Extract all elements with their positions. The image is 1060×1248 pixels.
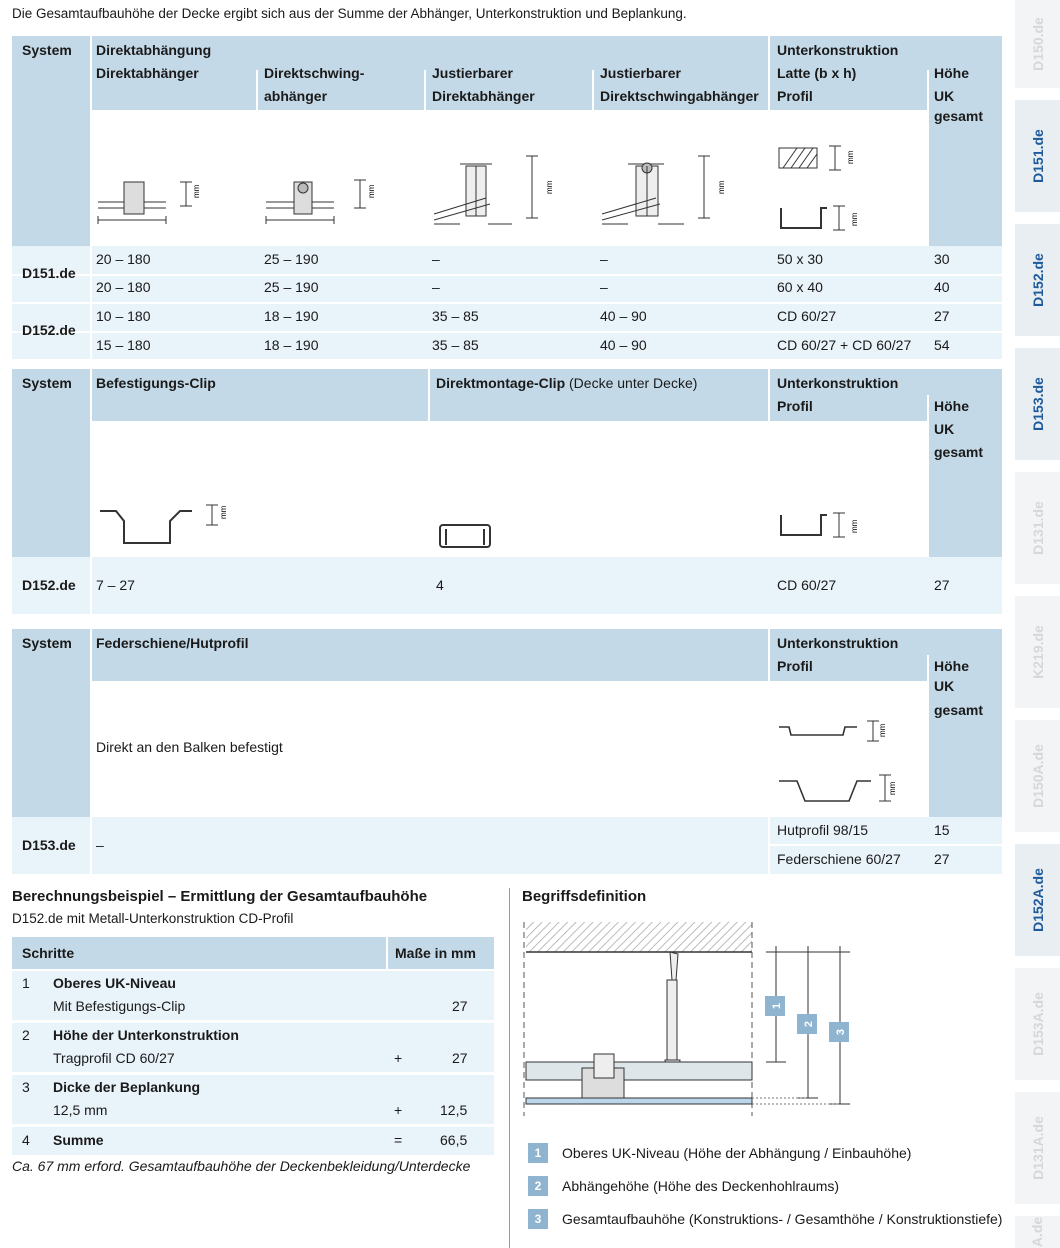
direktschwingabhaenger-drawing: [264, 176, 384, 228]
table-cell: –: [96, 837, 104, 853]
table-cell: –: [600, 279, 608, 295]
svg-text:mm: mm: [717, 180, 726, 194]
tab-a[interactable]: A.de: [1015, 1216, 1060, 1248]
cd-profil-drawing: [777, 204, 867, 236]
table-cell: 10 – 180: [96, 308, 151, 324]
table-clip: [12, 369, 1002, 614]
table-row: [12, 557, 1002, 614]
col-direktabhaenger: Direktabhänger: [96, 65, 199, 81]
calc-subtitle: D152.de mit Metall-Unterkonstruktion CD-Profil: [12, 911, 294, 926]
tab-d153a[interactable]: D153A.de: [1015, 968, 1060, 1080]
step-value: 27: [452, 998, 468, 1014]
body-text: Direkt an den Balken befestigt: [96, 739, 283, 755]
col-justierbar-schwing-b: Direktschwingabhänger: [600, 88, 759, 104]
table-cell: 30: [934, 251, 950, 267]
col-hoehe-a: Höhe: [934, 658, 969, 674]
table-cell: 40 – 90: [600, 308, 647, 324]
col-system: System: [22, 375, 72, 391]
dim-label-3: 3: [835, 1028, 847, 1036]
legend-badge: 1: [528, 1143, 548, 1163]
table-cell: 35 – 85: [432, 337, 479, 353]
row-system-d152: D152.de: [22, 577, 76, 593]
direktabhaenger-drawing: [96, 176, 216, 228]
step-number: 4: [22, 1132, 30, 1148]
tab-d150[interactable]: D150.de: [1015, 0, 1060, 88]
column-divider: [509, 888, 510, 1248]
col-uk-profil: Profil: [777, 658, 813, 674]
table-cell: 27: [934, 577, 950, 593]
justierbarer-direktabhaenger-drawing: [432, 154, 562, 234]
table-cell: 18 – 190: [264, 337, 319, 353]
sum-value: 66,5: [440, 1132, 468, 1148]
calc-title: Berechnungsbeispiel – Ermittlung der Gesamtaufbauhöhe: [12, 888, 428, 905]
table-cell: 18 – 190: [264, 308, 319, 324]
col-hoehe-b: UK: [934, 88, 955, 104]
mm-label: mm: [192, 184, 201, 198]
table-cell: CD 60/27: [777, 308, 837, 324]
step-number: 3: [22, 1079, 30, 1095]
tab-d152[interactable]: D152.de: [1015, 224, 1060, 336]
table-cell: 4: [436, 577, 444, 593]
col-uk: Unterkonstruktion: [777, 375, 899, 391]
tab-d153[interactable]: D153.de: [1015, 348, 1060, 460]
col-uk: Unterkonstruktion: [777, 635, 899, 651]
col-hoehe-a: Höhe: [934, 65, 969, 81]
legend-text: Gesamtaufbauhöhe (Konstruktions- / Gesamthöhe / Konstruktionstiefe): [562, 1211, 1003, 1227]
legend-text: Oberes UK-Niveau (Höhe der Abhängung / Einbauhöhe): [562, 1145, 912, 1161]
row-system-d152: D152.de: [22, 322, 76, 338]
row-system-d153: D153.de: [22, 837, 76, 853]
calc-note: Ca. 67 mm erford. Gesamtaufbauhöhe der Deckenbekleidung/Unterdecke: [12, 1158, 471, 1174]
table-cell: 20 – 180: [96, 251, 151, 267]
col-hoehe-c: gesamt: [934, 444, 984, 460]
sum-title: Summe: [53, 1132, 104, 1148]
dim-label-1: 1: [771, 1002, 783, 1010]
step-value: 27: [452, 1050, 468, 1066]
table-cell: 15 – 180: [96, 337, 151, 353]
legend-text: Abhängehöhe (Höhe des Deckenhohlraums): [562, 1178, 840, 1194]
col-justierbar-a: Justierbarer: [432, 65, 513, 81]
step-title: Dicke der Beplankung: [53, 1079, 201, 1095]
col-justierbar-b: Direktabhänger: [432, 88, 535, 104]
table-cell: 20 – 180: [96, 279, 151, 295]
step-number: 1: [22, 975, 30, 991]
table-cell: 25 – 190: [264, 279, 319, 295]
col-schritte: Schritte: [22, 945, 75, 961]
col-masse: Maße in mm: [395, 945, 476, 961]
table-cell: CD 60/27: [777, 577, 837, 593]
col-hoehe-c: gesamt: [934, 702, 984, 718]
latte-drawing: [777, 144, 867, 176]
col-direktschwing-a: Direktschwing-: [264, 65, 365, 81]
col-hoehe-b: UK: [934, 421, 955, 437]
table-federschiene: [12, 629, 1002, 874]
table-cell: –: [432, 279, 440, 295]
table-direktabhaengung: [12, 36, 1002, 359]
col-system: System: [22, 42, 72, 58]
table-cell: 27: [934, 308, 950, 324]
table-cell: 35 – 85: [432, 308, 479, 324]
svg-text:mm: mm: [850, 212, 859, 226]
col-hoehe-c: gesamt: [934, 108, 984, 124]
col-uk-latte: Latte (b x h): [777, 65, 857, 81]
table-cell: 50 x 30: [777, 251, 823, 267]
step-title: Höhe der Unterkonstruktion: [53, 1027, 239, 1043]
dim-label-2: 2: [803, 1020, 815, 1028]
col-group: Direktabhängung: [96, 42, 212, 58]
tab-d131[interactable]: D131.de: [1015, 472, 1060, 584]
tab-d152a[interactable]: D152A.de: [1015, 844, 1060, 956]
table-cell: 15: [934, 822, 950, 838]
befestigungs-clip-drawing: [100, 499, 240, 549]
side-tab-bar: [1015, 0, 1060, 1248]
table-cell: –: [432, 251, 440, 267]
ceiling-section-drawing: [520, 918, 870, 1120]
hutprofil-drawing: [777, 717, 887, 747]
step-number: 2: [22, 1027, 30, 1043]
svg-text:mm: mm: [878, 723, 887, 737]
cd-profil-drawing: [777, 511, 867, 543]
col-uk-profil: Profil: [777, 88, 813, 104]
legend-item: [528, 1175, 839, 1197]
table-cell: 54: [934, 337, 950, 353]
col-hoehe-a: Höhe: [934, 398, 969, 414]
svg-text:mm: mm: [888, 781, 897, 795]
step-desc: 12,5 mm: [53, 1102, 108, 1118]
step-value: 12,5: [440, 1102, 468, 1118]
col-direktmontage-clip: Direktmontage-Clip (Decke unter Decke): [436, 375, 698, 391]
definition-title: Begriffsdefinition: [522, 888, 647, 905]
tab-d150a[interactable]: D150A.de: [1015, 720, 1060, 832]
svg-text:mm: mm: [545, 180, 554, 194]
col-uk: Unterkonstruktion: [777, 42, 899, 58]
legend-item: [528, 1142, 911, 1164]
step-operator: +: [394, 1050, 403, 1066]
col-justierbar-schwing-a: Justierbarer: [600, 65, 681, 81]
col-uk-profil: Profil: [777, 398, 813, 414]
federschiene-drawing: [777, 771, 897, 807]
legend-badge: 3: [528, 1209, 548, 1229]
col-system: System: [22, 635, 72, 651]
table-cell: Federschiene 60/27: [777, 851, 901, 867]
col-federschiene: Federschiene/Hutprofil: [96, 635, 249, 651]
direktmontage-clip-drawing: [438, 521, 498, 551]
tab-k219[interactable]: K219.de: [1015, 596, 1060, 708]
step-operator: =: [394, 1132, 403, 1148]
svg-text:mm: mm: [219, 505, 228, 519]
table-cell: –: [600, 251, 608, 267]
row-system-d151: D151.de: [22, 265, 76, 281]
justierbarer-direktschwingabhaenger-drawing: [600, 154, 740, 234]
tab-d131a[interactable]: D131A.de: [1015, 1092, 1060, 1204]
table-cell: 40 – 90: [600, 337, 647, 353]
step-desc: Tragprofil CD 60/27: [53, 1050, 175, 1066]
intro-text: Die Gesamtaufbauhöhe der Decke ergibt sich aus der Summe der Abhänger, Unterkonstruktion und Beplankung.: [12, 6, 687, 21]
table-cell: 27: [934, 851, 950, 867]
col-befestigungs-clip: Befestigungs-Clip: [96, 375, 216, 391]
svg-text:mm: mm: [850, 519, 859, 533]
col-direktschwing-b: abhänger: [264, 88, 328, 104]
legend-badge: 2: [528, 1176, 548, 1196]
table-cell: 7 – 27: [96, 577, 135, 593]
tab-d151[interactable]: D151.de: [1015, 100, 1060, 212]
step-desc: Mit Befestigungs-Clip: [53, 998, 186, 1014]
svg-text:mm: mm: [367, 184, 376, 198]
svg-text:mm: mm: [846, 150, 855, 164]
step-operator: +: [394, 1102, 403, 1118]
table-cell: CD 60/27 + CD 60/27: [777, 337, 912, 353]
table-cell: Hutprofil 98/15: [777, 822, 869, 838]
table-cell: 40: [934, 279, 950, 295]
table-cell: 60 x 40: [777, 279, 823, 295]
legend-item: [528, 1208, 1002, 1230]
col-hoehe-b: UK: [934, 678, 955, 694]
table-cell: 25 – 190: [264, 251, 319, 267]
step-title: Oberes UK-Niveau: [53, 975, 176, 991]
